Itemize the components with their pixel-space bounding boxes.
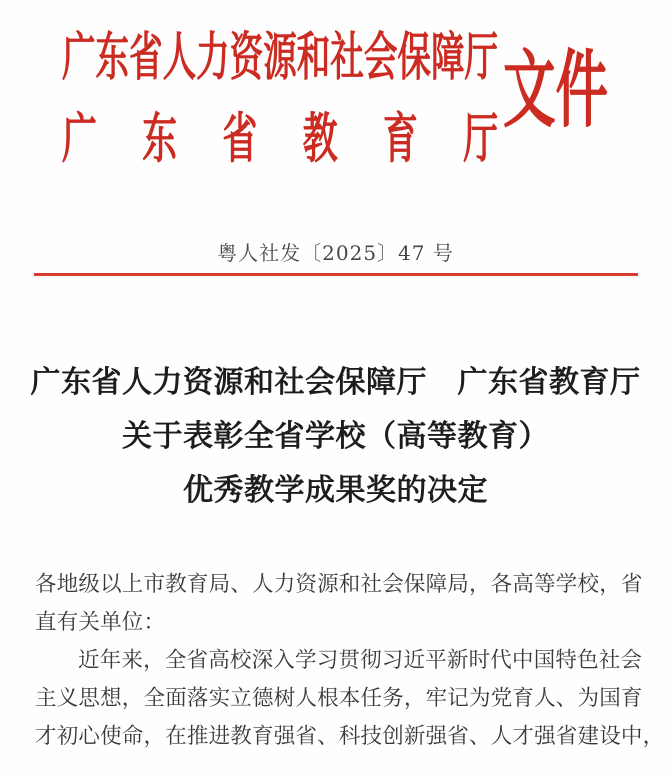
document-title (0, 356, 671, 518)
doc-type-label: 文件 (503, 40, 609, 139)
agency-name-line-1: 广东省人力资源和社会保障厅 (62, 27, 499, 88)
document-title-line-2: 关于表彰全省学校（高等教育） (122, 419, 549, 454)
document-number: 粤人社发〔2025〕47 号 (217, 241, 454, 265)
issuing-agencies (62, 28, 498, 168)
agency-name-line-2: 广东省教育厅 (62, 106, 499, 170)
paragraph-line-2: 主义思想，全面落实立德树人根本任务，牢记为党育人、为国育 (35, 686, 643, 711)
document-title-line-3: 优秀教学成果奖的决定 (183, 473, 488, 508)
document-title-line-1: 广东省人力资源和社会保障厅 广东省教育厅 (30, 365, 641, 400)
letterhead (0, 0, 671, 205)
salutation-line-2: 直有关单位： (35, 610, 166, 635)
red-divider-line (34, 273, 638, 276)
document-body (35, 566, 665, 756)
salutation-line-1: 各地级以上市教育局、人力资源和社会保障局，各高等学校，省 (35, 572, 643, 597)
paragraph-line-1: 近年来，全省高校深入学习贯彻习近平新时代中国特色社会 (78, 648, 643, 673)
paragraph-line-3: 才初心使命，在推进教育强省、科技创新强省、人才强省建设中， (35, 724, 665, 749)
